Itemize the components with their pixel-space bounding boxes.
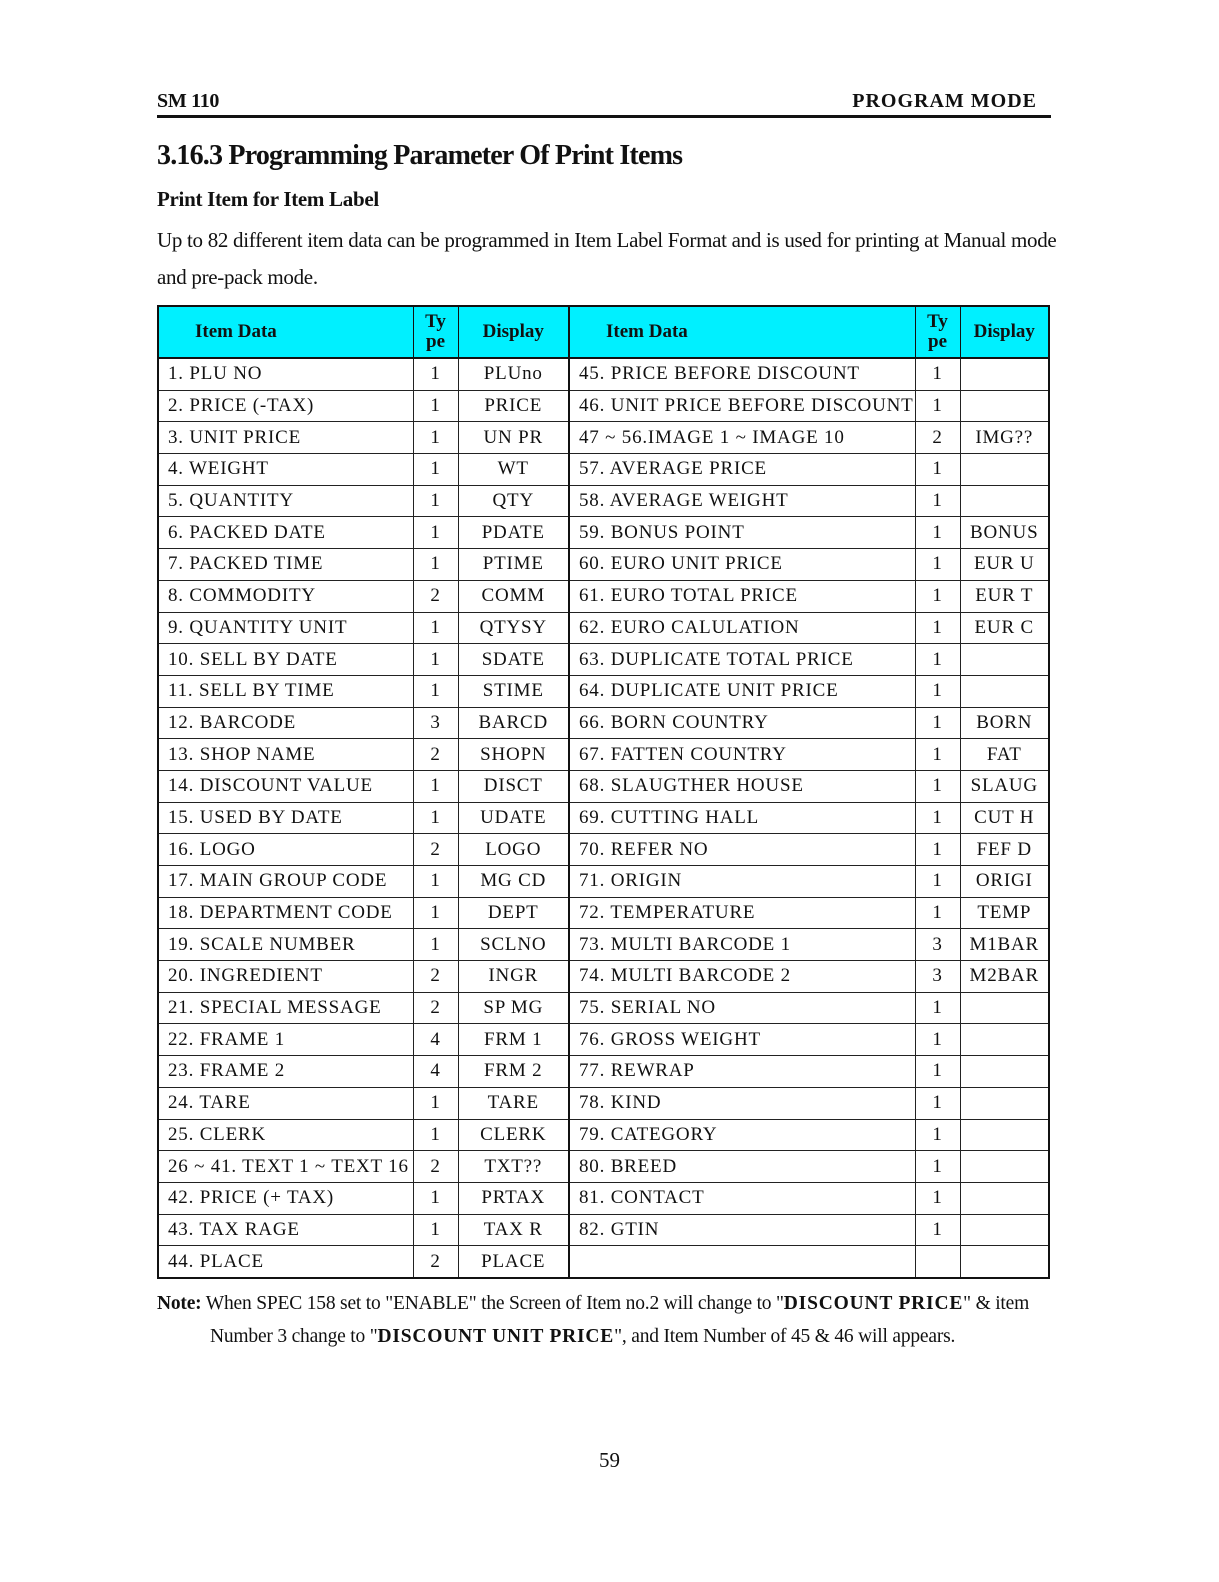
col-header-item-data: Item Data (158, 306, 413, 358)
cell-item-data: 61. EURO TOTAL PRICE (569, 580, 915, 612)
note-emphasis: DISCOUNT UNIT PRICE (377, 1326, 615, 1347)
cell-display (960, 454, 1049, 486)
cell-display: TARE (458, 1087, 569, 1119)
note-line-2 (157, 1320, 1057, 1353)
cell-item-data: 17. MAIN GROUP CODE (158, 866, 413, 898)
note-text: ", and Item Number of 45 & 46 will appears. (614, 1326, 956, 1347)
cell-display (960, 1182, 1049, 1214)
cell-item-data: 11. SELL BY TIME (158, 675, 413, 707)
cell-display: STIME (458, 675, 569, 707)
table-row (158, 834, 1049, 866)
cell-display: PTIME (458, 549, 569, 581)
cell-type: 2 (413, 961, 458, 993)
cell-display: TAX R (458, 1214, 569, 1246)
cell-type: 1 (413, 675, 458, 707)
cell-item-data: 72. TEMPERATURE (569, 897, 915, 929)
cell-type: 1 (915, 1151, 960, 1183)
cell-display: FRM 1 (458, 1024, 569, 1056)
cell-display (960, 675, 1049, 707)
cell-display: DISCT (458, 770, 569, 802)
cell-display: QTYSY (458, 612, 569, 644)
cell-display: TXT?? (458, 1151, 569, 1183)
cell-type: 1 (915, 1024, 960, 1056)
cell-item-data: 64. DUPLICATE UNIT PRICE (569, 675, 915, 707)
cell-display: WT (458, 454, 569, 486)
cell-item-data: 12. BARCODE (158, 707, 413, 739)
cell-type: 1 (915, 992, 960, 1024)
table-row (158, 485, 1049, 517)
table-row (158, 866, 1049, 898)
cell-type: 1 (413, 612, 458, 644)
cell-display (960, 1024, 1049, 1056)
cell-display: PRTAX (458, 1182, 569, 1214)
cell-type: 1 (915, 739, 960, 771)
cell-item-data: 1. PLU NO (158, 358, 413, 390)
cell-type: 1 (915, 802, 960, 834)
cell-item-data: 70. REFER NO (569, 834, 915, 866)
cell-item-data: 10. SELL BY DATE (158, 644, 413, 676)
cell-type: 1 (915, 1087, 960, 1119)
table-row (158, 517, 1049, 549)
note-paragraph (157, 1287, 1057, 1353)
cell-item-data: 69. CUTTING HALL (569, 802, 915, 834)
cell-display: BORN (960, 707, 1049, 739)
cell-display: TEMP (960, 897, 1049, 929)
cell-type: 1 (915, 644, 960, 676)
cell-display: SDATE (458, 644, 569, 676)
cell-item-data: 63. DUPLICATE TOTAL PRICE (569, 644, 915, 676)
cell-type: 1 (915, 707, 960, 739)
cell-item-data: 7. PACKED TIME (158, 549, 413, 581)
cell-item-data: 73. MULTI BARCODE 1 (569, 929, 915, 961)
subsection-title: Print Item for Item Label (157, 187, 379, 211)
cell-item-data: 9. QUANTITY UNIT (158, 612, 413, 644)
cell-type: 4 (413, 1056, 458, 1088)
running-header (157, 90, 1051, 118)
cell-display: SCLNO (458, 929, 569, 961)
cell-type (915, 1246, 960, 1278)
cell-type: 1 (413, 1214, 458, 1246)
col-header-type-line2: pe (426, 331, 445, 352)
note-emphasis: DISCOUNT PRICE (783, 1293, 964, 1314)
cell-item-data: 59. BONUS POINT (569, 517, 915, 549)
cell-item-data: 26 ~ 41. TEXT 1 ~ TEXT 16 (158, 1151, 413, 1183)
table-row (158, 1214, 1049, 1246)
cell-type: 1 (413, 358, 458, 390)
cell-item-data: 43. TAX RAGE (158, 1214, 413, 1246)
cell-item-data (569, 1246, 915, 1278)
cell-type: 1 (915, 675, 960, 707)
table-row (158, 992, 1049, 1024)
cell-type: 1 (915, 358, 960, 390)
cell-type: 1 (915, 770, 960, 802)
cell-item-data: 22. FRAME 1 (158, 1024, 413, 1056)
cell-type: 1 (915, 1119, 960, 1151)
cell-display (960, 390, 1049, 422)
cell-display: EUR U (960, 549, 1049, 581)
col-header-display: Display (458, 306, 569, 358)
cell-type: 1 (413, 549, 458, 581)
cell-type: 1 (413, 1182, 458, 1214)
cell-item-data: 81. CONTACT (569, 1182, 915, 1214)
cell-item-data: 3. UNIT PRICE (158, 422, 413, 454)
cell-type: 1 (915, 390, 960, 422)
cell-display: SP MG (458, 992, 569, 1024)
cell-type: 1 (915, 1214, 960, 1246)
cell-display: FEF D (960, 834, 1049, 866)
cell-item-data: 44. PLACE (158, 1246, 413, 1278)
cell-type: 1 (915, 866, 960, 898)
cell-type: 1 (413, 866, 458, 898)
table-row (158, 454, 1049, 486)
table-row (158, 644, 1049, 676)
print-items-table (157, 305, 1050, 1279)
intro-paragraph: Up to 82 different item data can be programmed in Item Label Format and is used for printing at Manual mode and pre-pack mode. (157, 228, 1057, 289)
cell-type: 1 (413, 897, 458, 929)
cell-display: FRM 2 (458, 1056, 569, 1088)
cell-item-data: 23. FRAME 2 (158, 1056, 413, 1088)
cell-type: 3 (413, 707, 458, 739)
cell-type: 1 (413, 517, 458, 549)
table-row (158, 1182, 1049, 1214)
cell-item-data: 68. SLAUGTHER HOUSE (569, 770, 915, 802)
cell-type: 1 (915, 1056, 960, 1088)
cell-display (960, 485, 1049, 517)
cell-item-data: 58. AVERAGE WEIGHT (569, 485, 915, 517)
cell-display (960, 992, 1049, 1024)
cell-item-data: 80. BREED (569, 1151, 915, 1183)
table-row (158, 580, 1049, 612)
table-row (158, 1087, 1049, 1119)
cell-item-data: 5. QUANTITY (158, 485, 413, 517)
cell-type: 1 (915, 454, 960, 486)
cell-display (960, 1246, 1049, 1278)
cell-type: 2 (413, 739, 458, 771)
cell-type: 1 (915, 612, 960, 644)
page-number: 59 (599, 1448, 620, 1472)
cell-display (960, 1214, 1049, 1246)
cell-type: 1 (413, 1087, 458, 1119)
cell-type: 3 (915, 929, 960, 961)
cell-item-data: 82. GTIN (569, 1214, 915, 1246)
table-row (158, 802, 1049, 834)
cell-type: 1 (915, 485, 960, 517)
cell-type: 1 (915, 1182, 960, 1214)
header-model: SM 110 (157, 90, 220, 112)
cell-display: ORIGI (960, 866, 1049, 898)
cell-display: MG CD (458, 866, 569, 898)
cell-item-data: 2. PRICE (-TAX) (158, 390, 413, 422)
cell-item-data: 78. KIND (569, 1087, 915, 1119)
table-row (158, 612, 1049, 644)
cell-type: 1 (413, 390, 458, 422)
cell-type: 1 (915, 580, 960, 612)
cell-display: SLAUG (960, 770, 1049, 802)
table-row (158, 897, 1049, 929)
cell-item-data: 18. DEPARTMENT CODE (158, 897, 413, 929)
col-header-type-line2: pe (928, 331, 947, 352)
cell-type: 1 (915, 834, 960, 866)
cell-item-data: 79. CATEGORY (569, 1119, 915, 1151)
cell-display: PRICE (458, 390, 569, 422)
cell-item-data: 25. CLERK (158, 1119, 413, 1151)
cell-display: BONUS (960, 517, 1049, 549)
cell-display (960, 1119, 1049, 1151)
cell-display: DEPT (458, 897, 569, 929)
cell-item-data: 21. SPECIAL MESSAGE (158, 992, 413, 1024)
cell-display: INGR (458, 961, 569, 993)
cell-type: 1 (413, 770, 458, 802)
section-title: 3.16.3 Programming Parameter Of Print Items (157, 140, 683, 171)
table-row (158, 549, 1049, 581)
cell-type: 1 (915, 549, 960, 581)
cell-item-data: 19. SCALE NUMBER (158, 929, 413, 961)
note-text: When SPEC 158 set to "ENABLE" the Screen of Item no.2 will change to " (201, 1293, 784, 1314)
col-header-type-line1: Ty (425, 311, 446, 332)
table-header-row (158, 306, 1049, 358)
table-row (158, 1056, 1049, 1088)
cell-item-data: 45. PRICE BEFORE DISCOUNT (569, 358, 915, 390)
cell-display: M2BAR (960, 961, 1049, 993)
cell-item-data: 60. EURO UNIT PRICE (569, 549, 915, 581)
header-mode: PROGRAM MODE (852, 90, 1037, 112)
cell-type: 1 (915, 517, 960, 549)
cell-item-data: 20. INGREDIENT (158, 961, 413, 993)
cell-display: FAT (960, 739, 1049, 771)
cell-type: 3 (915, 961, 960, 993)
cell-display: EUR C (960, 612, 1049, 644)
cell-item-data: 77. REWRAP (569, 1056, 915, 1088)
cell-item-data: 13. SHOP NAME (158, 739, 413, 771)
cell-item-data: 16. LOGO (158, 834, 413, 866)
cell-display: PDATE (458, 517, 569, 549)
cell-display: SHOPN (458, 739, 569, 771)
cell-item-data: 6. PACKED DATE (158, 517, 413, 549)
table-row (158, 358, 1049, 390)
cell-display: QTY (458, 485, 569, 517)
table-row (158, 1119, 1049, 1151)
cell-type: 1 (413, 485, 458, 517)
cell-type: 1 (915, 897, 960, 929)
table-row (158, 1246, 1049, 1278)
cell-type: 1 (413, 454, 458, 486)
cell-display (960, 1087, 1049, 1119)
cell-display: BARCD (458, 707, 569, 739)
cell-type: 2 (413, 834, 458, 866)
cell-display: EUR T (960, 580, 1049, 612)
col-header-type-2 (915, 306, 960, 358)
cell-display: M1BAR (960, 929, 1049, 961)
cell-display: COMM (458, 580, 569, 612)
table-row (158, 707, 1049, 739)
cell-display (960, 1151, 1049, 1183)
table-row (158, 390, 1049, 422)
cell-item-data: 15. USED BY DATE (158, 802, 413, 834)
cell-display: CLERK (458, 1119, 569, 1151)
note-text: " & item (963, 1293, 1030, 1314)
table-row (158, 675, 1049, 707)
cell-display: CUT H (960, 802, 1049, 834)
cell-item-data: 4. WEIGHT (158, 454, 413, 486)
note-label: Note: (157, 1293, 202, 1314)
cell-item-data: 8. COMMODITY (158, 580, 413, 612)
cell-type: 1 (413, 422, 458, 454)
cell-display: PLUno (458, 358, 569, 390)
note-text: Number 3 change to " (210, 1326, 378, 1347)
cell-type: 1 (413, 929, 458, 961)
cell-type: 2 (413, 580, 458, 612)
cell-type: 2 (413, 992, 458, 1024)
cell-display (960, 644, 1049, 676)
col-header-display-2: Display (960, 306, 1049, 358)
cell-display: UDATE (458, 802, 569, 834)
table-row (158, 739, 1049, 771)
cell-item-data: 74. MULTI BARCODE 2 (569, 961, 915, 993)
cell-type: 2 (915, 422, 960, 454)
cell-type: 4 (413, 1024, 458, 1056)
cell-item-data: 14. DISCOUNT VALUE (158, 770, 413, 802)
cell-item-data: 66. BORN COUNTRY (569, 707, 915, 739)
cell-display: UN PR (458, 422, 569, 454)
cell-item-data: 76. GROSS WEIGHT (569, 1024, 915, 1056)
cell-item-data: 57. AVERAGE PRICE (569, 454, 915, 486)
table-row (158, 1151, 1049, 1183)
table-row (158, 961, 1049, 993)
table-row (158, 1024, 1049, 1056)
cell-display: PLACE (458, 1246, 569, 1278)
cell-type: 1 (413, 1119, 458, 1151)
cell-item-data: 42. PRICE (+ TAX) (158, 1182, 413, 1214)
cell-item-data: 75. SERIAL NO (569, 992, 915, 1024)
table-body (158, 358, 1049, 1278)
col-header-type (413, 306, 458, 358)
cell-display: LOGO (458, 834, 569, 866)
cell-item-data: 62. EURO CALULATION (569, 612, 915, 644)
cell-type: 1 (413, 644, 458, 676)
cell-type: 1 (413, 802, 458, 834)
cell-display (960, 1056, 1049, 1088)
cell-item-data: 24. TARE (158, 1087, 413, 1119)
table-row (158, 422, 1049, 454)
cell-type: 2 (413, 1246, 458, 1278)
cell-type: 2 (413, 1151, 458, 1183)
cell-item-data: 46. UNIT PRICE BEFORE DISCOUNT (569, 390, 915, 422)
table-row (158, 929, 1049, 961)
cell-display (960, 358, 1049, 390)
cell-item-data: 71. ORIGIN (569, 866, 915, 898)
col-header-type-line1: Ty (927, 311, 948, 332)
cell-item-data: 67. FATTEN COUNTRY (569, 739, 915, 771)
cell-item-data: 47 ~ 56.IMAGE 1 ~ IMAGE 10 (569, 422, 915, 454)
cell-display: IMG?? (960, 422, 1049, 454)
table-row (158, 770, 1049, 802)
col-header-item-data-2: Item Data (569, 306, 915, 358)
